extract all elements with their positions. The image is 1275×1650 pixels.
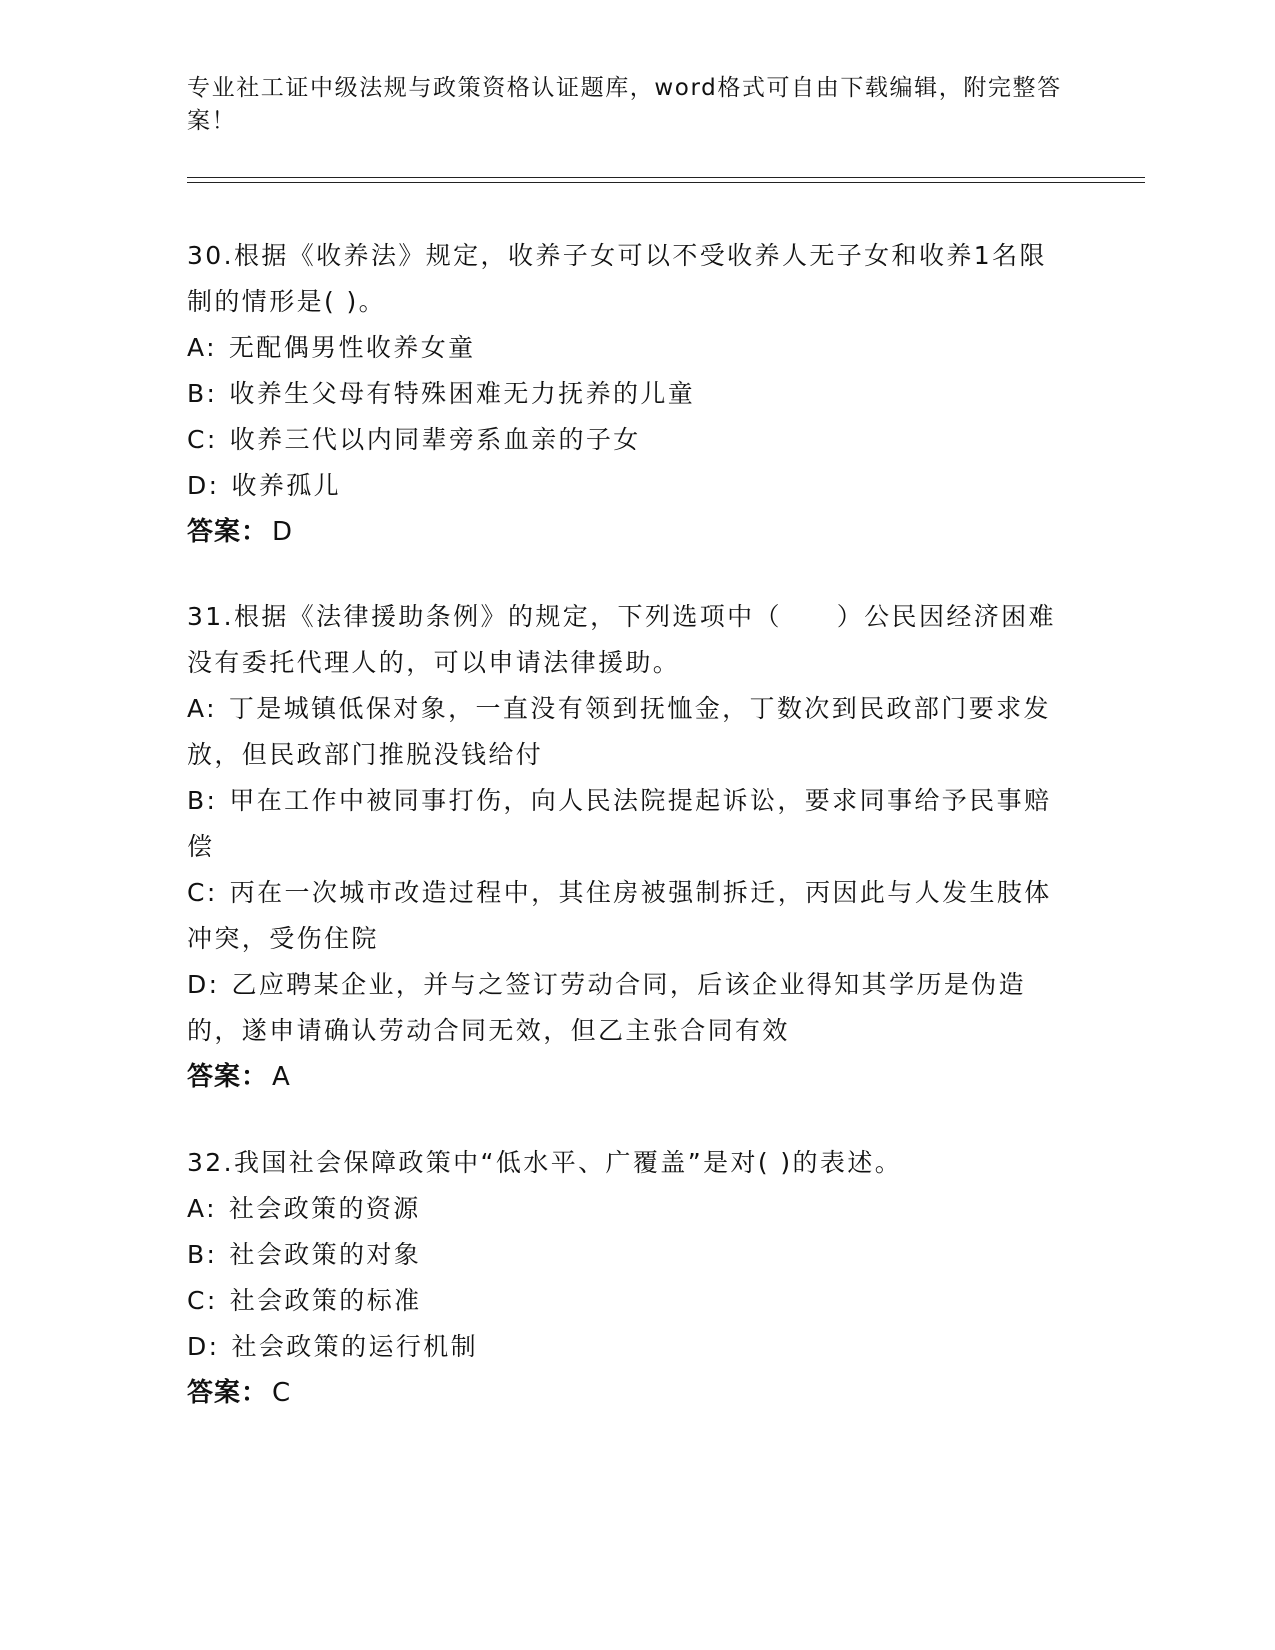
- option-b: [187, 1232, 1067, 1278]
- answer-label: 答案：: [187, 1378, 269, 1408]
- answer-line: [187, 1054, 1067, 1100]
- option-text: 社会政策的对象: [229, 1240, 422, 1269]
- option-text: 乙应聘某企业，并与之签订劳动合同，后该企业得知其学历是伪造的，遂申请确认劳动合同无效，但乙主张合同有效: [187, 970, 1027, 1045]
- option-text: 社会政策的资源: [228, 1194, 421, 1223]
- question-30: [187, 233, 1067, 555]
- question-stem: 30.根据《收养法》规定，收养子女可以不受收养人无子女和收养1名限制的情形是( )。: [187, 241, 1047, 316]
- option-b: [187, 778, 1067, 870]
- page-header-text: 专业社工证中级法规与政策资格认证题库，word格式可自由下载编辑，附完整答案！: [187, 75, 1062, 134]
- option-c: [187, 417, 1067, 463]
- option-text: 收养生父母有特殊困难无力抚养的儿童: [229, 379, 696, 408]
- question-32: [187, 1140, 1067, 1416]
- option-a: [187, 325, 1067, 371]
- option-a: [187, 686, 1067, 778]
- option-key: A:: [187, 333, 217, 362]
- option-text: 丁是城镇低保对象，一直没有领到抚恤金，丁数次到民政部门要求发放，但民政部门推脱没钱给付: [187, 694, 1051, 769]
- option-text: 收养三代以内同辈旁系血亲的子女: [229, 425, 641, 454]
- option-a: [187, 1186, 1067, 1232]
- option-key: A:: [187, 1194, 217, 1223]
- option-c: [187, 870, 1067, 962]
- option-d: [187, 463, 1067, 509]
- header-divider-bottom: [187, 182, 1145, 183]
- option-text: 社会政策的标准: [229, 1286, 422, 1315]
- answer-label: 答案：: [187, 1062, 269, 1092]
- option-text: 甲在工作中被同事打伤，向人民法院提起诉讼，要求同事给予民事赔偿: [187, 786, 1052, 861]
- header-divider-top: [187, 177, 1145, 178]
- answer-value: A: [272, 1062, 291, 1092]
- option-key: D:: [187, 970, 220, 999]
- option-key: C:: [187, 1286, 218, 1315]
- option-d: [187, 962, 1067, 1054]
- option-text: 无配偶男性收养女童: [228, 333, 476, 362]
- option-text: 社会政策的运行机制: [231, 1332, 479, 1361]
- answer-line: [187, 1370, 1067, 1416]
- option-key: C:: [187, 878, 218, 907]
- answer-line: [187, 509, 1067, 555]
- option-key: B:: [187, 1240, 218, 1269]
- question-stem: 31.根据《法律援助条例》的规定，下列选项中（ ）公民因经济困难没有委托代理人的，可以申请法律援助。: [187, 602, 1056, 677]
- answer-value: D: [272, 517, 294, 547]
- option-b: [187, 371, 1067, 417]
- option-text: 丙在一次城市改造过程中，其住房被强制拆迁，丙因此与人发生肢体冲突，受伤住院: [187, 878, 1052, 953]
- option-d: [187, 1324, 1067, 1370]
- option-key: D:: [187, 1332, 220, 1361]
- option-key: C:: [187, 425, 218, 454]
- question-31: [187, 594, 1067, 1100]
- answer-label: 答案：: [187, 517, 269, 547]
- option-key: B:: [187, 786, 218, 815]
- option-key: D:: [187, 471, 220, 500]
- option-text: 收养孤儿: [231, 471, 342, 500]
- answer-value: C: [272, 1378, 292, 1408]
- option-c: [187, 1278, 1067, 1324]
- option-key: A:: [187, 694, 217, 723]
- option-key: B:: [187, 379, 218, 408]
- question-stem: 32.我国社会保障政策中“低水平、广覆盖”是对( )的表述。: [187, 1148, 903, 1177]
